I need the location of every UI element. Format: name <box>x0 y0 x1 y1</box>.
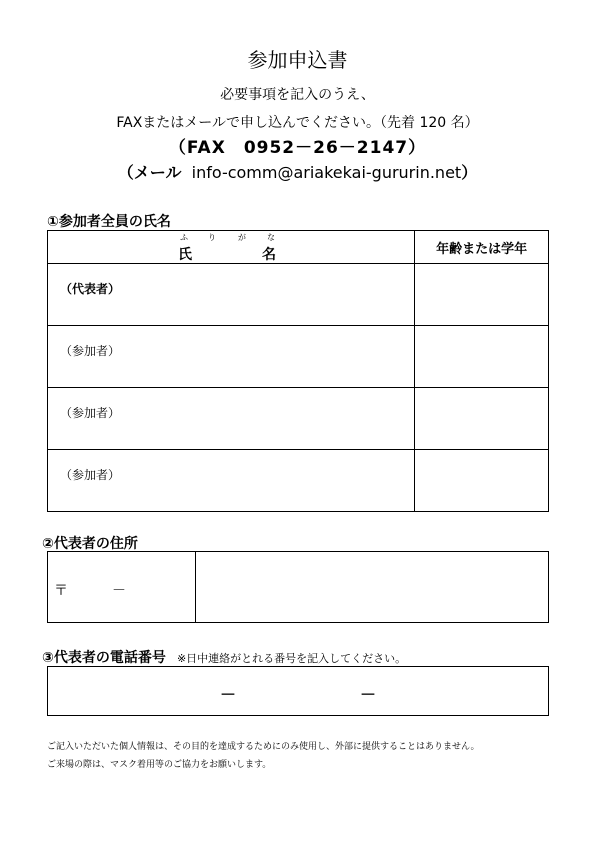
row-label-representative: （代表者） <box>60 282 121 296</box>
furigana-ri: り <box>208 233 216 242</box>
fax-number: （FAX 0952－26－2147） <box>168 138 427 158</box>
section-3-heading: ③代表者の電話番号 <box>42 650 166 666</box>
instruction-line-1: 必要事項を記入のうえ、 <box>220 87 375 103</box>
name-cell-representative[interactable] <box>48 264 415 326</box>
row-label-participant-1: （参加者） <box>60 344 121 358</box>
name-cell-participant-2[interactable] <box>48 388 415 450</box>
section-3-heading-line <box>42 647 406 667</box>
mail-address[interactable]: info-comm@ariakekai-gururin.net <box>191 163 462 182</box>
mail-line <box>0 160 595 183</box>
phone-box[interactable] <box>47 666 549 716</box>
address-box <box>47 551 549 623</box>
name-cell-participant-3[interactable] <box>48 450 415 512</box>
address-field[interactable] <box>196 552 548 622</box>
postal-code-field[interactable] <box>48 552 195 622</box>
mail-close: ） <box>461 163 478 182</box>
name-kanji-shi: 氏 <box>178 247 192 263</box>
furigana-na: な <box>267 233 275 242</box>
form-title: 参加申込書 <box>247 48 348 72</box>
name-kanji-mei: 名 <box>262 247 276 263</box>
participant-table <box>47 230 549 512</box>
age-cell-participant-2[interactable] <box>415 388 549 450</box>
section-3-note: ※日中連絡がとれる番号を記入してください。 <box>176 652 407 665</box>
furigana-fu: ふ <box>180 233 188 242</box>
row-label-participant-3: （参加者） <box>60 468 121 482</box>
name-header <box>48 231 415 264</box>
postal-mark: 〒 <box>54 583 68 599</box>
furigana-ga: が <box>238 233 246 242</box>
mail-label: （メール <box>117 163 182 182</box>
age-cell-participant-3[interactable] <box>415 450 549 512</box>
phone-dash-2: － <box>360 685 377 704</box>
postal-dash: － <box>112 583 126 599</box>
privacy-note: ご記入いただいた個人情報は、その目的を達成するためにのみ使用し、外部に提供することはありません。 <box>47 742 480 752</box>
row-label-participant-2: （参加者） <box>60 406 121 420</box>
section-2-heading: ②代表者の住所 <box>42 536 138 552</box>
section-1-heading: ①参加者全員の氏名 <box>47 214 171 230</box>
phone-dash-1: － <box>220 685 237 704</box>
age-header: 年齢または学年 <box>415 231 549 264</box>
age-cell-representative[interactable] <box>415 264 549 326</box>
age-cell-participant-1[interactable] <box>415 326 549 388</box>
name-cell-participant-1[interactable] <box>48 326 415 388</box>
mask-note: ご来場の際は、マスク着用等のご協力をお願いします。 <box>47 760 272 770</box>
instruction-line-2: FAXまたはメールで申し込んでください。（先着 120 名） <box>116 115 479 131</box>
